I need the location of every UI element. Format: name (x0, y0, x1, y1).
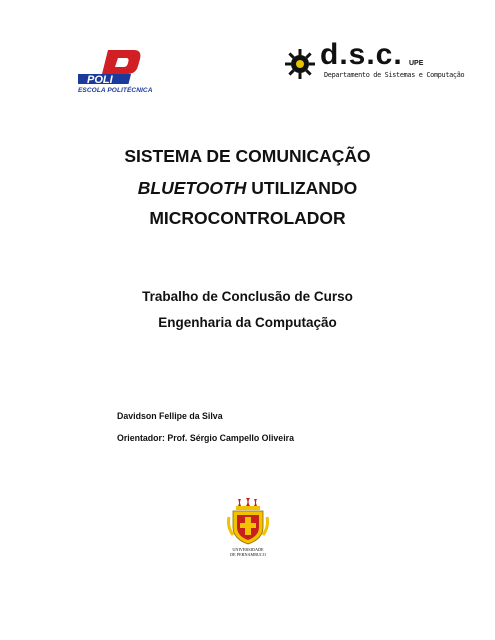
poli-logo-text: POLI (87, 74, 113, 86)
gear-icon (284, 48, 316, 80)
poli-caption: ESCOLA POLITÉCNICA (78, 87, 153, 94)
university-crest-icon (225, 497, 271, 559)
title-line-2-rest: UTILIZANDO (246, 178, 358, 198)
crest-caption-line-1: UNIVERSIDADE (232, 547, 264, 552)
title-line-1: SISTEMA DE COMUNICAÇÃO (124, 146, 371, 166)
crest-caption-line-2: DE PERNAMBUCO (230, 552, 266, 557)
advisor-name: Orientador: Prof. Sérgio Campello Oliveira (117, 433, 294, 443)
subtitle-line-2: Engenharia da Computação (158, 315, 337, 330)
title-line-2 (0, 178, 495, 199)
dsc-upe-suffix: UPE (409, 60, 424, 67)
subtitle-line-1: Trabalho de Conclusão de Curso (142, 289, 353, 304)
dsc-logo-text: d.s.c. (320, 38, 403, 71)
author-name: Davidson Fellipe da Silva (117, 411, 223, 421)
title-line-3: MICROCONTROLADOR (149, 208, 346, 228)
title-bluetooth: BLUETOOTH (137, 178, 247, 198)
dsc-department: Departamento de Sistemas e Computação (324, 71, 465, 79)
